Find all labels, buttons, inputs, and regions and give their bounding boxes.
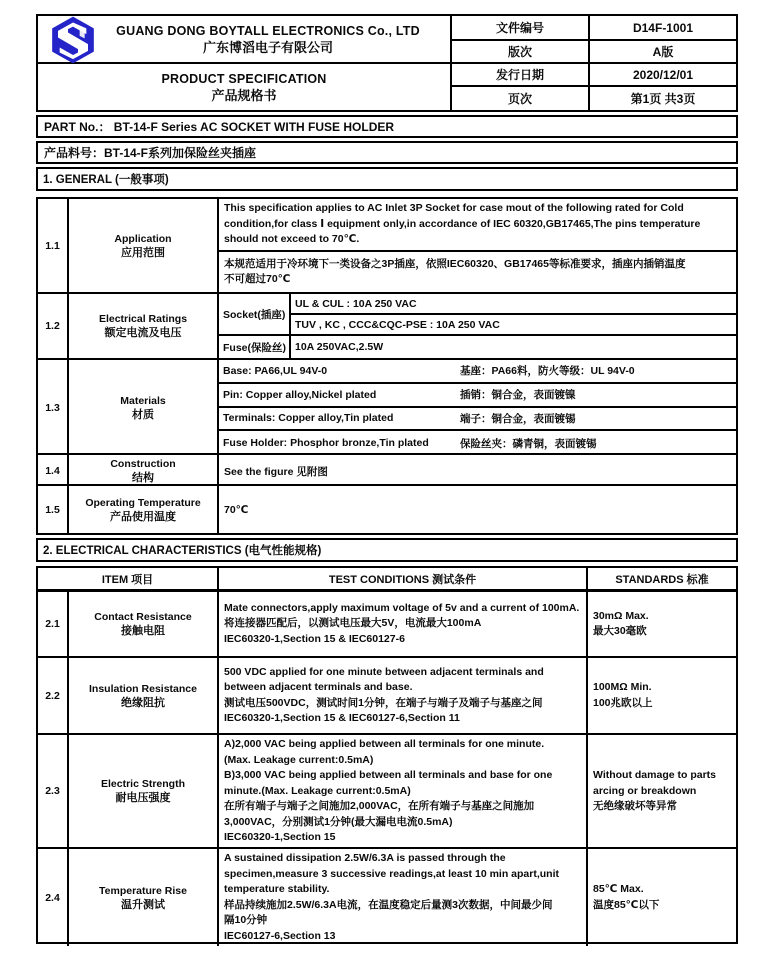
row-name-cn: 绝缘阻抗 [121,696,165,709]
material-cn: 端子：铜合金，表面镀锡 [460,412,576,425]
row-name-cn: 结构 [132,472,154,484]
document-title-cell [38,64,452,110]
row-name-cn: 额定电流及电压 [104,327,182,339]
text-line: minute.(Max. Leakage current:0.5mA) [224,784,411,797]
company-header-cell [38,16,452,64]
text-line: 最大30毫欧 [593,625,647,637]
material-en: Base: PA66,UL 94V-0 [223,364,328,377]
socket-rating-tuv: TUV , KC , CCC&CQC-PSE : 10A 250 VAC [291,315,736,336]
test-conditions [219,592,588,656]
row-name [69,849,219,946]
row-name [69,658,219,733]
ratings-content [219,294,736,358]
row-name [69,360,219,455]
document-header [36,14,738,112]
section-1-heading: 1. GENERAL (一般事项) [36,167,738,191]
row-number: 2.2 [38,658,69,733]
row-name-cn: 接触电阻 [121,625,165,637]
fuse-label: Fuse(保险丝) [219,336,291,358]
fuse-rating: 10A 250VAC,2.5W [295,341,384,353]
material-row-terminals [219,408,736,432]
text-line: arcing or breakdown [593,784,697,797]
standards [588,735,736,848]
meta-label-revision: 版次 [452,41,590,64]
row-name [69,486,219,533]
text-line: 不可超过70℃ [224,273,291,285]
construction-value: See the figure 见附图 [224,465,328,478]
table-row-construction [38,455,736,486]
material-row-pin [219,384,736,408]
material-en: Terminals: Copper alloy,Tin plated [223,412,394,425]
row-name [69,294,219,358]
text-line: 3,000VAC，分别测试1分钟(最大漏电电流0.5mA) [224,815,453,828]
row-name-cn: 耐电压强度 [115,792,171,805]
document-title-cn: 产品规格书 [211,87,277,103]
row-number: 2.4 [38,849,69,946]
text-line: 无绝缘破坏等异常 [593,800,677,812]
row-name [69,455,219,487]
electrical-table [36,566,738,944]
text-line: 将连接器匹配后，以测试电压最大5V，电流最大100mA [224,617,482,630]
row-number: 1.4 [38,455,69,487]
text-line: IEC60127-6,Section 13 [224,929,336,942]
document-title-en: PRODUCT SPECIFICATION [161,71,327,86]
row-name-en: Construction [110,458,176,470]
text-line: 500 VDC applied for one minute between adjacent terminals and [224,665,544,678]
row-name-en: Operating Temperature [85,496,201,509]
row-number: 1.5 [38,486,69,533]
row-number: 2.3 [38,735,69,848]
text-line: 样品持续施加2.5W/6.3A电流，在温度稳定后量测3次数据，中间最少间 [224,898,553,911]
column-header-test-conditions: TEST CONDITIONS 测试条件 [219,568,588,589]
row-name-en: Insulation Resistance [89,682,197,695]
text-line: 本规范适用于冷环境下一类设备之3P插座，依照IEC60320、GB17465等标准要求，插座内插销温度 [224,257,686,270]
row-name-en: Application [114,232,172,245]
standards [588,592,736,656]
part-code-banner: 产品料号：BT-14-F系列加保险丝夹插座 [36,141,738,164]
general-table [36,197,738,535]
text-line: Without damage to parts [593,769,716,781]
meta-label-issue-date: 发行日期 [452,64,590,87]
row-number: 1.3 [38,360,69,455]
application-content [219,199,736,292]
electrical-table-header [38,568,736,592]
table-row-operating-temperature [38,486,736,533]
meta-value-issue-date: 2020/12/01 [590,64,736,87]
text-line: temperature stability. [224,883,330,895]
text-line: B)3,000 VAC being applied between all terminals and base for one [224,769,553,781]
text-line: 隔10分钟 [224,914,268,926]
table-row-insulation-resistance [38,658,736,735]
material-en: Pin: Copper alloy,Nickel plated [223,388,377,401]
meta-value-page: 第1页 共3页 [630,92,696,106]
meta-value-revision: A版 [590,41,736,64]
text-line: 100兆欧以上 [593,696,653,709]
row-name [69,592,219,656]
text-line: IEC60320-1,Section 15 & IEC60127-6,Section 11 [224,712,460,724]
row-name [69,199,219,292]
meta-label-page: 页次 [452,87,590,110]
material-row-base [219,360,736,384]
company-name-cn: 广东博滔电子有限公司 [202,39,333,55]
text-line: This specification applies to AC Inlet 3P Socket for case mout of the following rated for Cold [224,202,684,215]
table-row-electrical-ratings [38,294,736,360]
material-cn: 基座：PA66料，防火等级：UL 94V-0 [460,365,635,378]
row-name-cn: 应用范围 [121,246,165,259]
text-line: IEC60320-1,Section 15 & IEC60127-6 [224,632,405,645]
table-row-temperature-rise [38,849,736,942]
test-conditions [219,735,588,848]
company-name-en: GUANG DONG BOYTALL ELECTRONICS Co., LTD [116,23,420,38]
row-name-cn: 温升测试 [121,898,165,911]
text-line: should not exceed to 70℃. [224,233,360,246]
text-line: 测试电压500VDC，测试时间1分钟，在端子与端子及端子与基座之间 [224,696,543,709]
table-row-electric-strength [38,735,736,849]
table-row-materials [38,360,736,455]
text-line: A sustained dissipation 2.5W/6.3A is passed through the [224,852,506,864]
row-number: 1.1 [38,199,69,292]
row-number: 2.1 [38,592,69,656]
text-line: A)2,000 VAC being applied between all terminals for one minute. [224,738,545,750]
materials-content [219,360,736,455]
column-header-item: ITEM 项目 [38,568,219,589]
test-conditions [219,658,588,733]
application-text-cn [219,252,736,292]
text-line: 温度85℃以下 [593,898,660,911]
row-number: 1.2 [38,294,69,358]
test-conditions [219,849,588,946]
operating-temperature-value: 70℃ [224,503,249,516]
standards [588,849,736,946]
row-name-en: Materials [120,394,166,407]
row-name-en: Temperature Rise [99,884,187,897]
text-line: 100MΩ Min. [593,681,652,693]
boytall-logo-icon [48,15,98,65]
row-name-cn: 产品使用温度 [110,510,176,523]
text-line: 在所有端子与端子之间施加2,000VAC，在所有端子与基座之间施加 [224,800,535,812]
socket-rating-ul: UL & CUL : 10A 250 VAC [291,294,736,315]
standards [588,658,736,733]
material-en: Fuse Holder: Phosphor bronze,Tin plated [223,437,429,450]
column-header-standards: STANDARDS 标准 [615,573,709,586]
text-line: between adjacent terminals and base. [224,681,413,693]
meta-label-doc-number: 文件编号 [452,16,590,41]
part-no-banner: PART No.： BT-14-F Series AC SOCKET WITH FUSE HOLDER [36,115,738,138]
text-line: IEC60320-1,Section 15 [224,831,336,843]
material-cn: 插销：铜合金，表面镀镍 [460,389,576,402]
row-name-cn: 材质 [132,408,154,421]
text-line: specimen,measure 3 successive readings,at least 10 min apart,unit [224,867,559,880]
text-line: (Max. Leakage current:0.5mA) [224,753,374,766]
table-row-application [38,199,736,294]
text-line: 30mΩ Max. [593,609,649,622]
row-name-en: Electrical Ratings [98,313,188,325]
text-line: 85℃ Max. [593,883,644,895]
meta-value-doc-number: D14F-1001 [590,16,736,41]
table-row-contact-resistance [38,592,736,658]
material-row-fuse-holder [219,431,736,455]
section-2-heading: 2. ELECTRICAL CHARACTERISTICS (电气性能规格) [36,538,738,562]
row-name-en: Contact Resistance [94,611,192,623]
application-text-en [219,199,736,252]
text-line: condition,for class Ⅰ equipment only,in accordance of IEC 60320,GB17465,The pins temperature [224,217,701,230]
socket-label: Socket(插座) [219,294,291,336]
row-name-en: Electric Strength [100,778,186,791]
text-line: Mate connectors,apply maximum voltage of 5v and a current of 100mA. [224,601,580,614]
row-name [69,735,219,848]
material-cn: 保险丝夹：磷青铜，表面镀锡 [460,437,597,450]
